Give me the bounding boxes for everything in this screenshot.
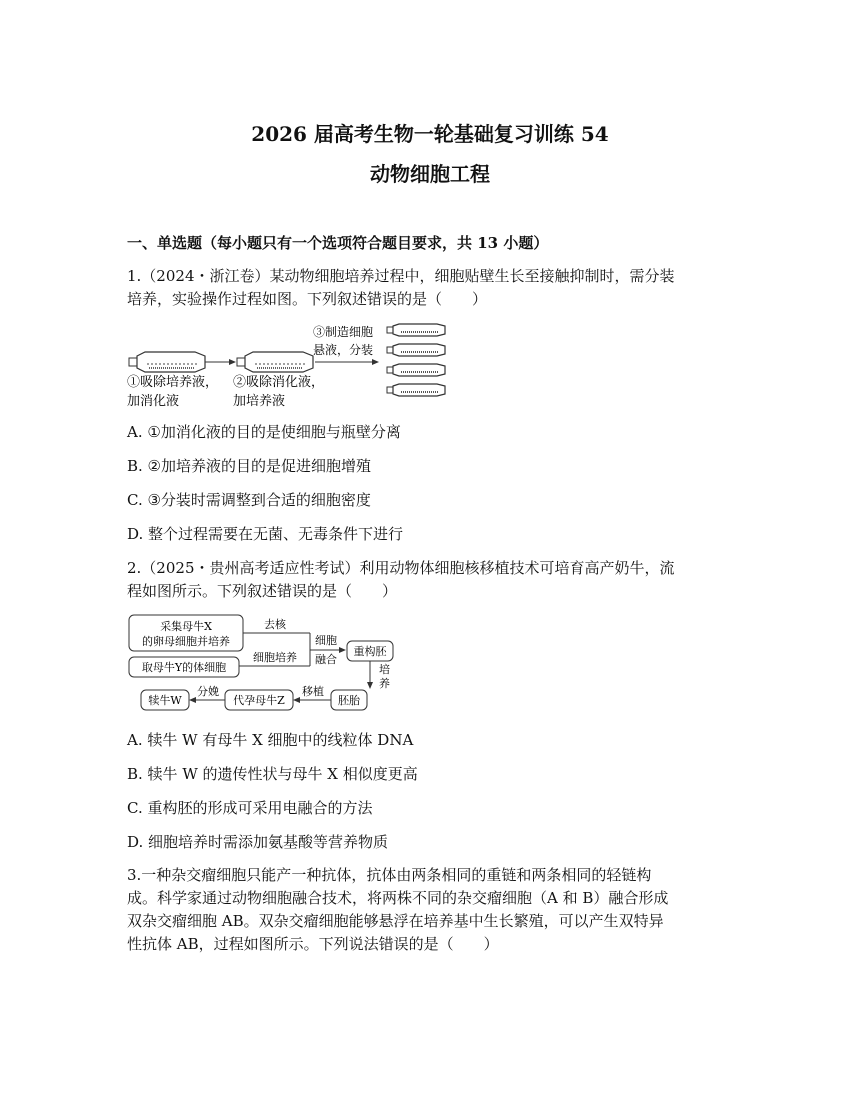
q2-box-calf-text: 犊牛W	[148, 694, 182, 707]
q2-arrowhead-culture	[367, 682, 373, 689]
q2-box-surrogate-text: 代孕母牛Z	[233, 694, 285, 707]
q2-option-a: A. 犊牛 W 有母牛 X 细胞中的线粒体 DNA	[127, 731, 414, 749]
q1-option-d: D. 整个过程需要在无菌、无毒条件下进行	[127, 525, 404, 543]
q3-stem	[127, 864, 739, 956]
q2-label-transfer: 移植	[302, 685, 324, 698]
q2-figure	[125, 613, 400, 717]
q2-box-embryo-text: 胚胎	[338, 694, 360, 707]
q1-step1-label-2: 加消化液	[127, 394, 180, 409]
q1-arrowhead-1	[229, 359, 236, 365]
q1-option-c: C. ③分装时需调整到合适的细胞密度	[127, 491, 371, 509]
q3-stem-line3: 双杂交瘤细胞 AB。双杂交瘤细胞能够悬浮在培养基中生长繁殖，可以产生双特异	[127, 912, 664, 930]
doc-title-line1: 2026 届高考生物一轮基础复习训练 54	[251, 122, 609, 146]
q1-step2-label-1: ②吸除消化液，	[233, 375, 325, 390]
q2-label-enucleate: 去核	[264, 618, 286, 631]
q3-stem-line2: 成。科学家通过动物细胞融合技术，将两株不同的杂交瘤细胞（A 和 B）融合形成	[127, 889, 669, 907]
q1-figure	[125, 318, 455, 414]
q2-stem	[127, 557, 739, 603]
q2-arrowhead-transfer	[293, 697, 300, 703]
q1-flask-3d	[387, 384, 445, 396]
q1-flask-2	[237, 352, 313, 372]
q1-option-a: A. ①加消化液的目的是使细胞与瓶壁分离	[127, 423, 401, 441]
q1-stem-line2: 培养，实验操作过程如图。下列叙述错误的是（ ）	[127, 290, 488, 308]
q1-option-b: B. ②加培养液的目的是促进细胞增殖	[127, 457, 372, 475]
q1-flask-3a	[387, 324, 445, 336]
q1-arrowhead-2	[372, 359, 379, 365]
q2-label-culture-2: 养	[379, 677, 390, 690]
q1-step1-label-1: ①吸除培养液，	[127, 375, 219, 390]
q2-label-culture-y: 细胞培养	[253, 651, 297, 664]
q1-step3-label-2: 悬液，分装	[313, 343, 374, 357]
q2-arrowhead-birth	[189, 697, 196, 703]
q2-box-x-line2: 的卵母细胞并培养	[142, 635, 230, 648]
q2-option-d: D. 细胞培养时需添加氨基酸等营养物质	[127, 833, 389, 851]
q2-label-fusion-1: 细胞	[315, 634, 337, 647]
q2-label-birth: 分娩	[197, 685, 219, 698]
q2-box-reconstructed-text: 重构胚	[353, 645, 387, 658]
q1-step2-label-2: 加培养液	[233, 394, 286, 409]
q1-flask-3c	[387, 364, 445, 376]
q1-flask-3b	[387, 344, 445, 356]
section-heading: 一、单选题（每小题只有一个选项符合题目要求，共 13 小题）	[127, 234, 549, 252]
q2-label-fusion-2: 融合	[315, 653, 337, 666]
q1-flask-1	[129, 352, 205, 372]
q2-arrowhead-fuse	[339, 647, 346, 653]
q2-box-y-text: 取母牛Y的体细胞	[141, 661, 227, 674]
q1-stem	[127, 265, 739, 311]
q2-box-x-line1: 采集母牛X	[160, 620, 212, 633]
q2-label-culture-1: 培	[379, 663, 390, 676]
q2-stem-line1: 2.（2025・贵州高考适应性考试）利用动物体细胞核移植技术可培育高产奶牛，流	[127, 559, 675, 577]
q2-option-b: B. 犊牛 W 的遗传性状与母牛 X 相似度更高	[127, 765, 418, 783]
q3-stem-line4: 性抗体 AB，过程如图所示。下列说法错误的是（ ）	[127, 935, 499, 953]
q2-option-c: C. 重构胚的形成可采用电融合的方法	[127, 799, 373, 817]
q1-step3-label-1: ③制造细胞	[313, 325, 374, 339]
doc-title-line2: 动物细胞工程	[370, 162, 490, 186]
q2-stem-line2: 程如图所示。下列叙述错误的是（ ）	[127, 582, 398, 600]
q3-stem-line1: 3.一种杂交瘤细胞只能产一种抗体，抗体由两条相同的重链和两条相同的轻链构	[127, 866, 652, 884]
q1-stem-line1: 1.（2024・浙江卷）某动物细胞培养过程中，细胞贴壁生长至接触抑制时，需分装	[127, 267, 675, 285]
